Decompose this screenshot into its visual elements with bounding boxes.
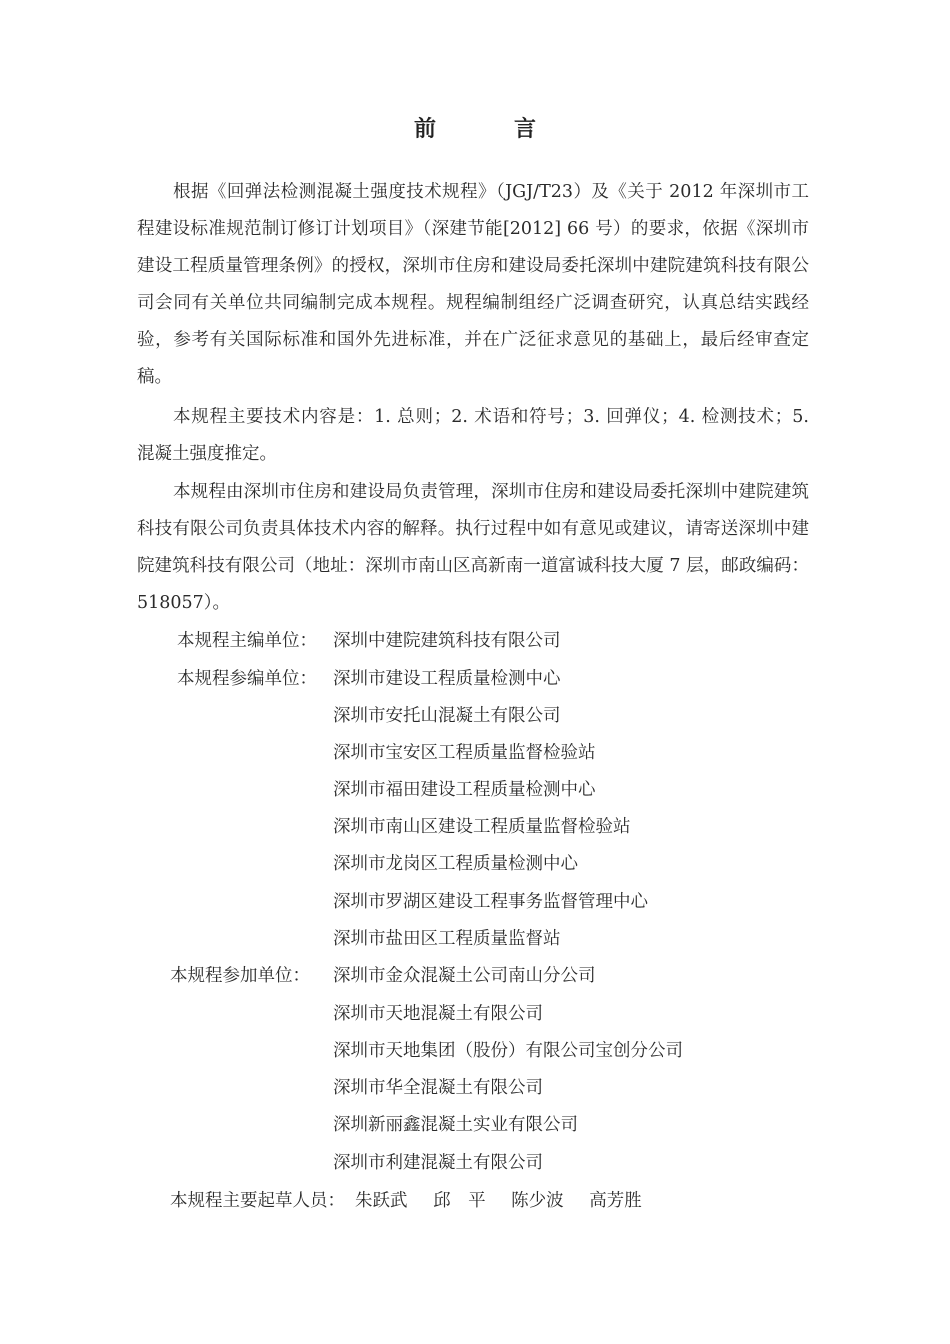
co-editor-unit: 深圳市福田建设工程质量检测中心 — [333, 780, 596, 800]
participant-unit: 深圳市金众混凝土公司南山分公司 — [333, 966, 596, 986]
participant-unit: 深圳市天地集团（股份）有限公司宝创分公司 — [333, 1041, 683, 1061]
co-editor-unit: 深圳市建设工程质量检测中心 — [333, 669, 561, 689]
co-editor-unit: 深圳市南山区建设工程质量监督检验站 — [333, 817, 631, 837]
participant-unit: 深圳新丽鑫混凝土实业有限公司 — [333, 1115, 578, 1135]
co-editor-unit: 深圳市龙岗区工程质量检测中心 — [333, 854, 578, 874]
co-editor-unit: 深圳市罗湖区建设工程事务监督管理中心 — [333, 892, 648, 912]
drafter-name: 朱跃武 — [355, 1191, 408, 1211]
drafter-name: 高芳胜 — [589, 1191, 642, 1211]
participant-unit: 深圳市利建混凝土有限公司 — [333, 1153, 543, 1173]
drafter-name: 陈少波 — [511, 1191, 564, 1211]
participant-unit: 深圳市天地混凝土有限公司 — [333, 1004, 543, 1024]
participant-unit: 深圳市华全混凝土有限公司 — [333, 1078, 543, 1098]
page-title: 前 言 — [413, 116, 564, 142]
management-paragraph: 本规程由深圳市住房和建设局负责管理，深圳市住房和建设局委托深圳中建院建筑科技有限公司负责具体技术内容的解释。执行过程中如有意见或建议，请寄送深圳中建院建筑科技有限公司（地址：深圳市南山区高新南一道富诚科技大厦 7 层，邮政编码：518057）。 — [137, 482, 809, 613]
co-editor-label: 本规程参编单位： — [177, 669, 317, 689]
content-paragraph: 本规程主要技术内容是：1. 总则；2. 术语和符号；3. 回弹仪；4. 检测技术；5. 混凝土强度推定。 — [137, 407, 809, 464]
chief-editor-label: 本规程主编单位： — [177, 631, 317, 651]
intro-paragraph: 根据《回弹法检测混凝土强度技术规程》（JGJ/T23）及《关于 2012 年深圳市工程建设标准规范制订修订计划项目》（深建节能[2012] 66 号）的要求，依据《深圳市建设工程质量管理条例》的授权，深圳市住房和建设局委托深圳中建院建筑科技有限公司会同有关单位共同编制完成本规程。规程编制组经广泛调查研究，认真总结实践经验，参考有关国际标准和国外先进标准，并在广泛征求意见的基础上，最后经审查定稿。 — [137, 182, 809, 387]
co-editor-unit: 深圳市安托山混凝土有限公司 — [333, 706, 561, 726]
chief-editor-unit: 深圳中建院建筑科技有限公司 — [333, 631, 561, 651]
drafters-label: 本规程主要起草人员： — [170, 1191, 345, 1211]
drafter-name: 邱 平 — [433, 1191, 486, 1211]
drafters-names — [355, 1183, 662, 1220]
participant-label: 本规程参加单位： — [170, 966, 310, 986]
co-editor-unit: 深圳市宝安区工程质量监督检验站 — [333, 743, 596, 763]
co-editor-unit: 深圳市盐田区工程质量监督站 — [333, 929, 561, 949]
